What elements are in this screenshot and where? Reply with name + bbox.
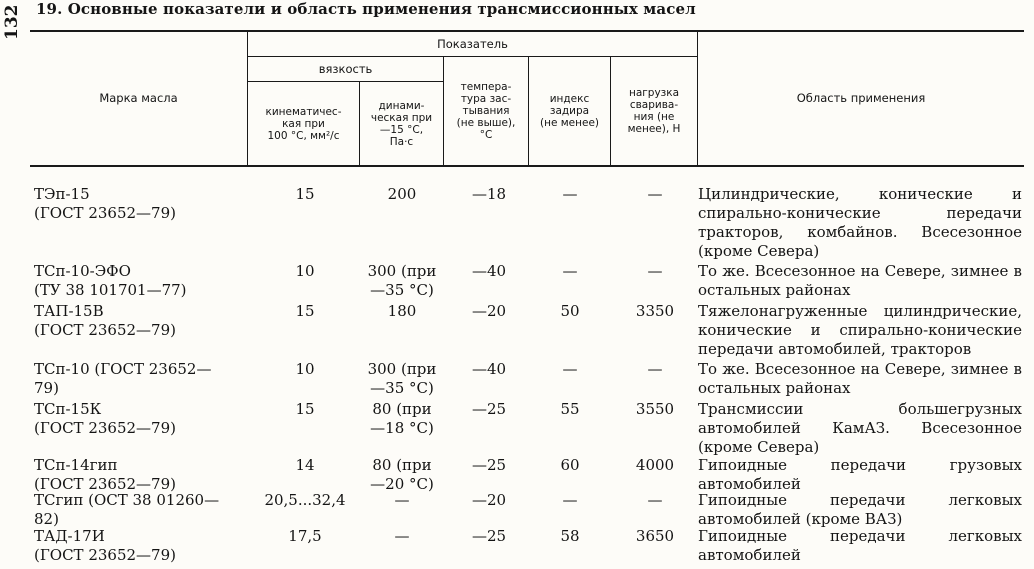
application-cell: Гипоидные передачи грузовых автомобилей [698, 456, 1022, 493]
page-number: 132 [2, 4, 22, 40]
temperature-cell: —20 [471, 491, 507, 509]
dynamic-cell: 200 [387, 185, 417, 203]
dynamic-cell: 80 (при —18 °С) [370, 400, 434, 437]
header-kinematic: кинематичес- кая при 100 °С, мм²/с [265, 105, 342, 142]
weld-load-cell: — [647, 262, 663, 280]
table-title: 19. Основные показатели и область применения трансмиссионных масел [36, 0, 696, 18]
application-cell: То же. Всесезонное на Севере, зимнее в остальных районах [698, 262, 1022, 299]
dynamic-cell: 300 (при —35 °С) [367, 262, 437, 299]
brand-cell: ТСп-15К (ГОСТ 23652—79) [34, 400, 176, 437]
temperature-cell: —20 [471, 302, 507, 320]
header-dynamic: динами- ческая при —15 °С, Па·с [370, 99, 433, 148]
dynamic-cell: 80 (при —20 °С) [370, 456, 434, 493]
dynamic-cell: — [394, 527, 410, 545]
kinematic-cell: 15 [295, 400, 315, 418]
scuff-index-cell: — [562, 360, 578, 378]
header-scuff-index: индекс задира (не менее) [539, 93, 600, 129]
scuff-index-cell: 58 [560, 527, 580, 545]
scuff-index-cell: 55 [560, 400, 580, 418]
weld-load-cell: — [647, 185, 663, 203]
kinematic-cell: 10 [295, 360, 315, 378]
application-cell: Гипоидные передачи легковых автомобилей [698, 527, 1022, 564]
application-cell: Тяжелонагруженные цилиндрические, конические и спирально-конические передачи автомобилей, тракторов [698, 302, 1022, 358]
weld-load-cell: — [647, 491, 663, 509]
scuff-index-cell: 50 [560, 302, 580, 320]
header-brand: Марка масла [99, 91, 178, 105]
dynamic-cell: 180 [387, 302, 417, 320]
application-cell: То же. Всесезонное на Севере, зимнее в остальных районах [698, 360, 1022, 397]
kinematic-cell: 14 [295, 456, 315, 474]
scuff-index-cell: — [562, 491, 578, 509]
temperature-cell: —40 [471, 360, 507, 378]
kinematic-cell: 17,5 [288, 527, 322, 545]
kinematic-cell: 15 [295, 302, 315, 320]
weld-load-cell: — [647, 360, 663, 378]
header-temperature: темпера- тура зас- тывания (не выше), °С [456, 81, 516, 141]
brand-cell: ТСгип (ОСТ 38 01260— 82) [34, 491, 220, 528]
kinematic-cell: 10 [295, 262, 315, 280]
dynamic-cell: — [394, 491, 410, 509]
header-weld-load: нагрузка сварива- ния (не менее), Н [627, 87, 681, 135]
application-cell: Гипоидные передачи легковых автомобилей (кроме ВАЗ) [698, 491, 1022, 528]
brand-cell: ТЭп-15 (ГОСТ 23652—79) [34, 185, 176, 222]
temperature-cell: —18 [471, 185, 507, 203]
header-bottom-rule [30, 165, 1024, 167]
temperature-cell: —40 [471, 262, 507, 280]
kinematic-cell: 20,5...32,4 [264, 491, 346, 509]
application-cell: Цилиндрические, конические и спирально-конические передачи тракторов, комбайнов. Всесезонное (кроме Севера) [698, 185, 1022, 260]
scuff-index-cell: — [562, 262, 578, 280]
brand-cell: ТСп-10 (ГОСТ 23652— 79) [34, 360, 212, 397]
brand-cell: ТАД-17И (ГОСТ 23652—79) [34, 527, 176, 564]
header-application: Область применения [796, 91, 926, 105]
header-indicator: Показатель [437, 36, 508, 51]
weld-load-cell: 3550 [635, 400, 675, 418]
header-viscosity: вязкость [318, 62, 373, 76]
brand-cell: ТСп-10-ЭФО (ТУ 38 101701—77) [34, 262, 187, 299]
temperature-cell: —25 [471, 456, 507, 474]
kinematic-cell: 15 [295, 185, 315, 203]
temperature-cell: —25 [471, 527, 507, 545]
weld-load-cell: 3350 [635, 302, 675, 320]
application-cell: Трансмиссии большегрузных автомобилей КамАЗ. Всесезонное (кроме Севера) [698, 400, 1022, 456]
dynamic-cell: 300 (при —35 °С) [367, 360, 437, 397]
weld-load-cell: 4000 [635, 456, 675, 474]
scuff-index-cell: 60 [560, 456, 580, 474]
scuff-index-cell: — [562, 185, 578, 203]
brand-cell: ТАП-15В (ГОСТ 23652—79) [34, 302, 176, 339]
weld-load-cell: 3650 [635, 527, 675, 545]
brand-cell: ТСп-14гип (ГОСТ 23652—79) [34, 456, 176, 493]
temperature-cell: —25 [471, 400, 507, 418]
